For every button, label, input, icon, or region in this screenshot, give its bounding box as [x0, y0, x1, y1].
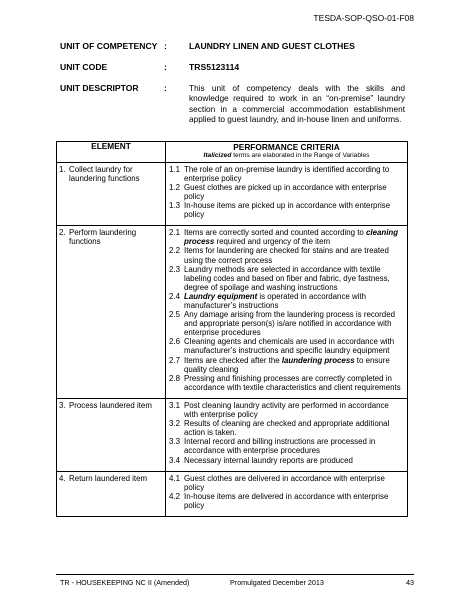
criterion-text [184, 437, 404, 455]
criterion-number: 1.2 [169, 182, 180, 192]
table-row [57, 162, 408, 226]
criterion-text [184, 337, 404, 355]
criteria-note-rest: terms are elaborated in the Range of Variables [231, 152, 370, 160]
performance-criterion [169, 246, 404, 264]
criterion-number: 2.1 [169, 228, 180, 238]
criterion-number: 2.3 [169, 264, 180, 274]
performance-criterion [169, 310, 404, 337]
criterion-text-main: Guest clothes are delivered in accordance with enterprise policy [184, 473, 385, 492]
criterion-text [184, 165, 404, 183]
colon: : [164, 41, 167, 51]
performance-criterion [169, 201, 404, 219]
criterion-text-main: Necessary internal laundry reports are produced [184, 455, 353, 465]
criterion-text-main: In-house items are delivered in accordance with enterprise policy [184, 491, 389, 510]
footer-divider [56, 574, 414, 575]
element-number: 2. [59, 228, 66, 238]
performance-criterion [169, 183, 404, 201]
element-number: 3. [59, 400, 66, 410]
performance-criterion [169, 437, 404, 455]
element-item [59, 474, 163, 483]
table-row [57, 398, 408, 471]
table-row [57, 471, 408, 516]
criterion-text [184, 201, 404, 219]
criterion-number: 1.1 [169, 164, 180, 174]
criterion-text [184, 310, 404, 337]
element-cell [57, 226, 166, 399]
criterion-text [184, 356, 404, 374]
criterion-text [184, 374, 404, 392]
range-of-variables-term: cleaning process [184, 228, 399, 247]
criterion-text-main: Guest clothes are picked up in accordance with enterprise policy [184, 182, 387, 201]
element-item [59, 165, 163, 183]
criteria-column-header [166, 142, 408, 163]
criterion-text-main: Pressing and finishing processes are correctly completed in accordance with textile characteristics and client requirements [184, 373, 401, 392]
element-text: Perform laundering functions [69, 228, 137, 247]
element-cell [57, 162, 166, 226]
criterion-text-main: In-house items are picked up in accordance with enterprise policy [184, 201, 391, 220]
criterion-text-main: Any damage arising from the laundering process is recorded and appropriate person(s) is/are notified in accordance with enterprise procedures [184, 310, 395, 338]
criterion-text [184, 183, 404, 201]
criterion-text-main: Internal record and billing instructions are processed in accordance with enterprise procedures [184, 437, 376, 456]
performance-criterion [169, 401, 404, 419]
criterion-number: 2.2 [169, 246, 180, 256]
criterion-text-main: Items are checked after the [184, 355, 282, 365]
element-number: 4. [59, 473, 66, 483]
criterion-number: 3.2 [169, 419, 180, 429]
element-column-header: ELEMENT [57, 142, 166, 163]
criterion-number: 2.5 [169, 310, 180, 320]
criterion-text [184, 265, 404, 292]
criteria-header-note [168, 152, 405, 160]
element-item [59, 228, 163, 246]
criterion-text [184, 292, 404, 310]
criteria-cell [166, 226, 408, 399]
unit-descriptor-value: This unit of competency deals with the skills and knowledge required to work in an “on-premise” laundry section in a commercial accommodation establishment applied to guest laundry, and in-house linen and uniforms. [189, 83, 405, 125]
footer-title: TR - HOUSEKEEPING NC II (Amended) [60, 578, 190, 587]
criterion-text-main: Laundry methods are selected in accordance with textile labeling codes and based on fiber and fabric, dye fastness, degree of spoilage and washing instructions [184, 264, 390, 292]
criterion-text [184, 474, 404, 492]
performance-criterion [169, 474, 404, 492]
table-body [57, 162, 408, 516]
criterion-number: 3.3 [169, 437, 180, 447]
criterion-text-rest: to ensure quality cleaning [184, 355, 390, 374]
unit-descriptor-label: UNIT DESCRIPTOR [60, 83, 139, 93]
colon: : [164, 83, 167, 93]
unit-of-competency-label: UNIT OF COMPETENCY [60, 41, 158, 51]
element-text: Process laundered item [69, 400, 152, 410]
unit-of-competency-value: LAUNDRY LINEN AND GUEST CLOTHES [189, 41, 355, 51]
performance-criterion [169, 419, 404, 437]
element-item [59, 401, 163, 410]
criterion-number: 4.2 [169, 491, 180, 501]
criterion-number: 4.1 [169, 473, 180, 483]
criterion-text-main: The role of an on-premise laundry is identified according to enterprise policy [184, 164, 390, 183]
element-text: Collect laundry for laundering functions [69, 164, 140, 183]
element-cell [57, 471, 166, 516]
competency-table [56, 141, 408, 517]
criterion-text [184, 401, 404, 419]
criteria-cell [166, 398, 408, 471]
criterion-number: 3.4 [169, 455, 180, 465]
criterion-number: 2.6 [169, 337, 180, 347]
performance-criterion [169, 374, 404, 392]
criterion-text [184, 456, 404, 465]
range-of-variables-term: Laundry equipment [184, 291, 258, 301]
criterion-number: 2.8 [169, 373, 180, 383]
criterion-text-rest: is operated in accordance with manufacturer’s instructions [184, 291, 366, 310]
element-number: 1. [59, 164, 66, 174]
criterion-number: 2.7 [169, 355, 180, 365]
criterion-text-main: Post cleaning laundry activity are performed in accordance with enterprise policy [184, 400, 389, 420]
criteria-cell [166, 471, 408, 516]
element-cell [57, 398, 166, 471]
colon: : [164, 62, 167, 72]
criterion-number: 3.1 [169, 400, 180, 410]
unit-code-value: TRS5123114 [189, 62, 240, 72]
criterion-text-main: Items are correctly sorted and counted according to [184, 228, 367, 238]
criterion-text [184, 246, 404, 264]
footer-promulgated: Promulgated December 2013 [230, 578, 324, 587]
criterion-text [184, 228, 404, 246]
criterion-text-main: Results of cleaning are checked and appropriate additional action is taken. [184, 419, 390, 438]
performance-criterion [169, 228, 404, 246]
performance-criterion [169, 492, 404, 510]
element-text: Return laundered item [69, 473, 148, 483]
performance-criterion [169, 165, 404, 183]
table-row [57, 226, 408, 399]
criterion-text [184, 492, 404, 510]
document-code: TESDA-SOP-QSO-01-F08 [313, 13, 414, 23]
criterion-number: 2.4 [169, 291, 180, 301]
criteria-header-title: PERFORMANCE CRITERIA [233, 142, 340, 152]
performance-criterion [169, 456, 404, 465]
criterion-text-main: Cleaning agents and chemicals are used in accordance with manufacturer’s instructions and specific laundry equipment [184, 337, 395, 356]
performance-criterion [169, 356, 404, 374]
performance-criterion [169, 292, 404, 310]
criteria-note-italic: Italicized [203, 152, 232, 160]
criterion-text-rest: required and urgency of the item [214, 237, 331, 247]
criterion-text-main: Items for laundering are checked for stains and are treated using the correct process [184, 246, 389, 265]
performance-criterion [169, 265, 404, 292]
range-of-variables-term: laundering process [281, 355, 355, 365]
page-number: 43 [406, 578, 414, 587]
table-header-row [57, 142, 408, 163]
performance-criterion [169, 337, 404, 355]
criterion-number: 1.3 [169, 201, 180, 211]
criteria-cell [166, 162, 408, 226]
criterion-text [184, 419, 404, 437]
unit-code-label: UNIT CODE [60, 62, 108, 72]
